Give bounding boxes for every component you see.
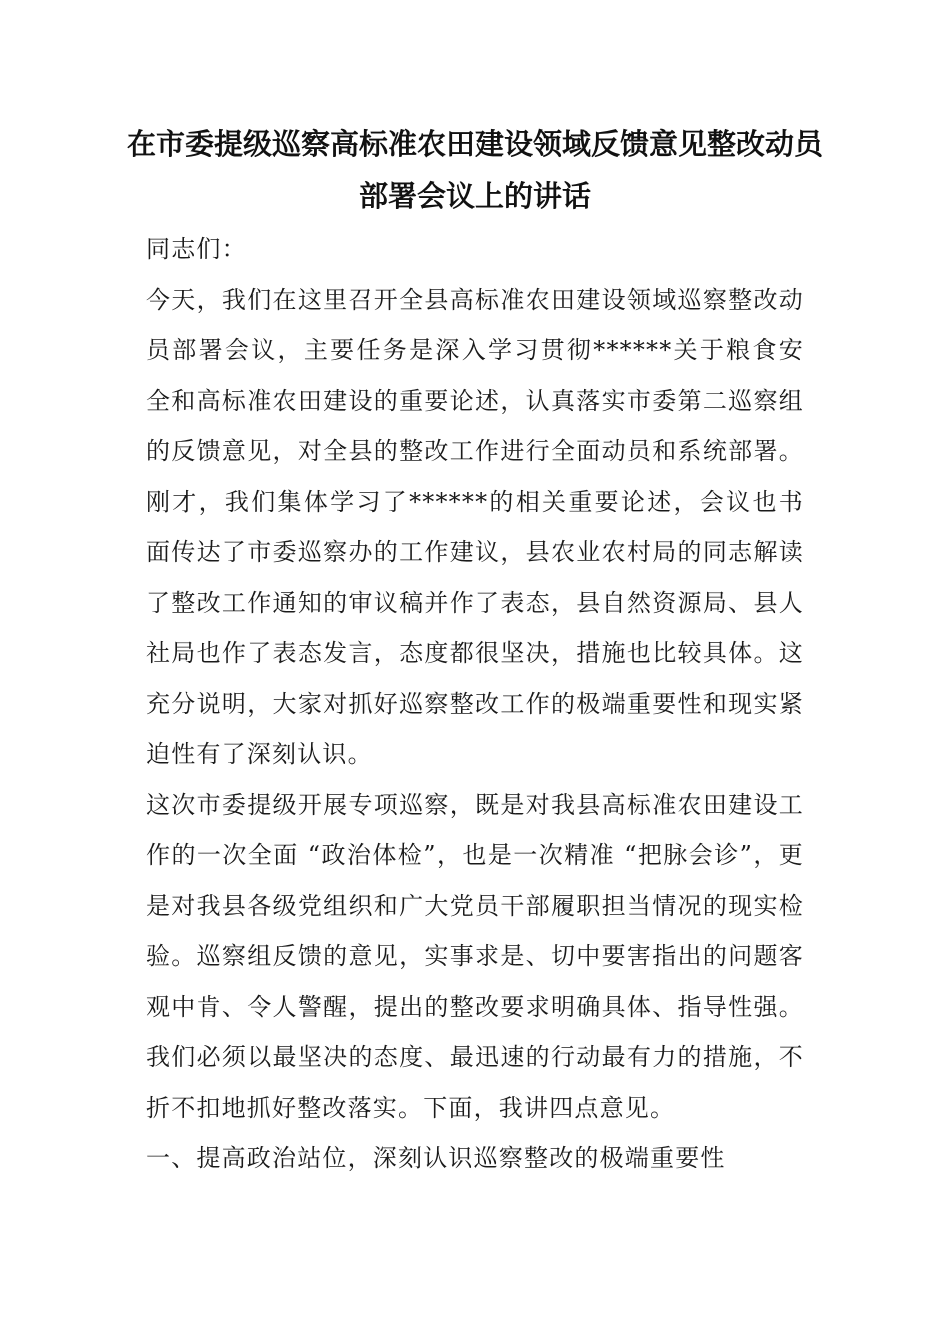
- section-heading-one: 一、提高政治站位，深刻认识巡察整改的极端重要性: [146, 1144, 726, 1172]
- paragraph-opening: 今天，我们在这里召开全县高标准农田建设领域巡察整改动员部署会议，主要任务是深入学习贯彻******关于粮食安全和高标准农田建设的重要论述，认真落实市委第二巡察组的反馈意见，对全县的整改工作进行全面动员和系统部署。刚才，我们集体学习了******的相关重要论述，会议也书面传达了市委巡察办的工作建议，县农业农村局的同志解读了整改工作通知的审议稿并作了表态，县自然资源局、县人社局也作了表态发言，态度都很坚决，措施也比较具体。这充分说明，大家对抓好巡察整改工作的极端重要性和现实紧迫性有了深刻认识。: [146, 285, 804, 768]
- salutation: 同志们：: [146, 235, 247, 263]
- document-body: [146, 224, 804, 1184]
- document-title: 在市委提级巡察高标准农田建设领域反馈意见整改动员部署会议上的讲话: [126, 127, 823, 213]
- paragraph-inspection: 这次市委提级开展专项巡察，既是对我县高标准农田建设工作的一次全面 “政治体检”，也是一次精准 “把脉会诊”，更是对我县各级党组织和广大党员干部履职担当情况的现实检验。巡察组反馈的意见，实事求是、切中要害指出的问题客观中肯、令人警醒，提出的整改要求明确具体、指导性强。我们必须以最坚决的态度、最迅速的行动最有力的措施，不折不扣地抓好整改落实。下面，我讲四点意见。: [146, 790, 804, 1122]
